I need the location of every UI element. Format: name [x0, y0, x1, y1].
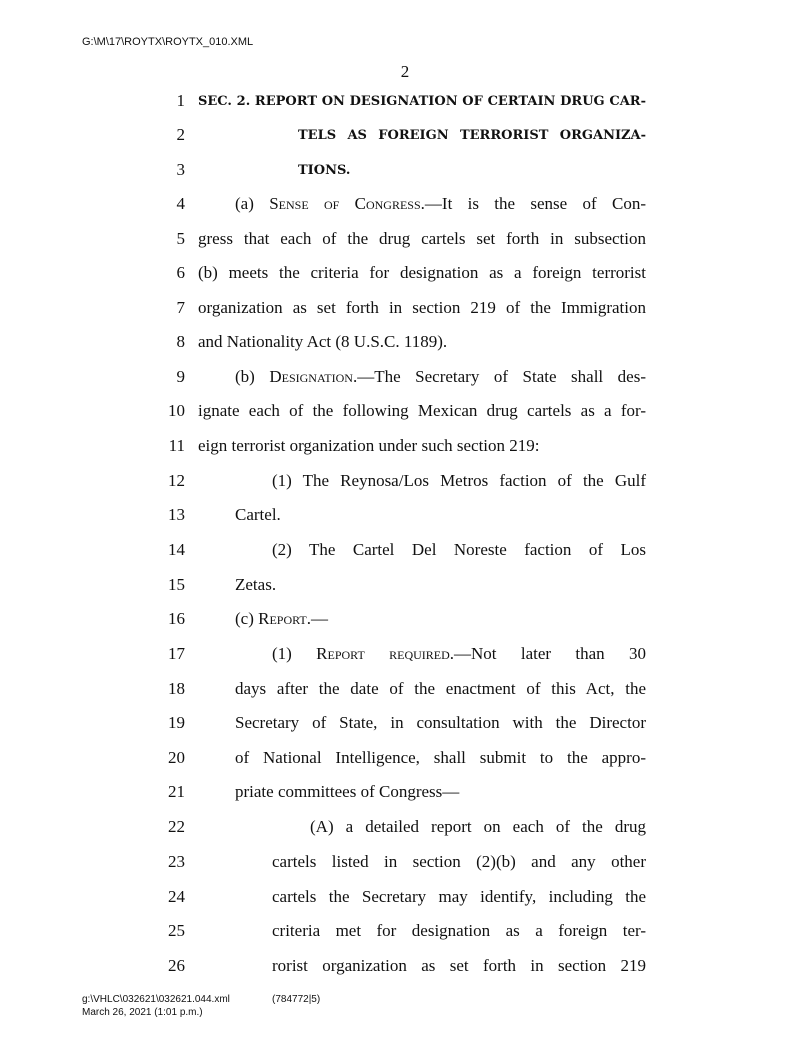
text-line — [0, 954, 810, 978]
line-number: 14 — [168, 540, 185, 559]
text-line — [0, 746, 810, 770]
text-line — [0, 123, 810, 147]
line-number: 10 — [168, 401, 185, 420]
text-line — [0, 919, 810, 943]
text-line — [0, 573, 810, 597]
page-number: 2 — [400, 62, 410, 81]
text-line — [0, 261, 810, 285]
line-text: (2) The Cartel Del Noreste faction of Los — [272, 540, 646, 559]
line-text: (c) Report.— — [235, 609, 328, 628]
line-number: 5 — [176, 229, 185, 248]
line-number: 6 — [176, 263, 185, 282]
line-text: ignate each of the following Mexican drug cartels as a for- — [198, 401, 646, 420]
line-text: (1) The Reynosa/Los Metros faction of the Gulf — [272, 471, 646, 490]
text-line — [0, 158, 810, 182]
line-number: 18 — [168, 679, 185, 698]
line-text: (b) Designation.—The Secretary of State shall des- — [235, 367, 646, 386]
line-number: 3 — [176, 160, 185, 179]
line-number: 12 — [168, 471, 185, 490]
line-number: 2 — [176, 125, 185, 144]
line-text: Secretary of State, in consultation with the Director — [235, 713, 646, 732]
line-number: 13 — [168, 505, 185, 524]
small-caps-heading: Report — [258, 609, 307, 628]
line-text: (a) Sense of Congress.—It is the sense of Con- — [235, 194, 646, 213]
line-text: SEC. 2. REPORT ON DESIGNATION OF CERTAIN DRUG CAR- — [198, 93, 646, 109]
text-line — [0, 711, 810, 735]
line-number: 26 — [168, 956, 185, 975]
line-text: eign terrorist organization under such section 219: — [198, 436, 540, 455]
line-number: 7 — [176, 298, 185, 317]
text-line — [0, 296, 810, 320]
line-text: gress that each of the drug cartels set forth in subsection — [198, 229, 646, 248]
line-number: 15 — [168, 575, 185, 594]
line-text: organization as set forth in section 219 of the Immigration — [198, 298, 646, 317]
line-number: 11 — [168, 436, 185, 455]
text-line — [0, 89, 810, 113]
footer-id: (784772|5) — [272, 994, 321, 1005]
line-text: (1) Report required.—Not later than 30 — [272, 644, 646, 663]
line-text: Zetas. — [235, 575, 277, 594]
line-text: (A) a detailed report on each of the drug — [310, 817, 646, 836]
line-text: priate committees of Congress— — [235, 782, 460, 801]
line-text: criteria met for designation as a foreign ter- — [272, 921, 646, 940]
footer-path: g:\VHLC\032621\032621.044.xml — [82, 994, 230, 1005]
small-caps-heading: Designation — [269, 367, 353, 386]
text-line — [0, 399, 810, 423]
line-text: cartels the Secretary may identify, including the — [272, 887, 646, 906]
line-text: days after the date of the enactment of this Act, the — [235, 679, 646, 698]
line-text: TIONS. — [298, 162, 351, 178]
small-caps-heading: Sense of Congress — [269, 194, 421, 213]
line-number: 16 — [168, 609, 185, 628]
text-line — [0, 780, 810, 804]
text-line — [0, 677, 810, 701]
line-number: 20 — [168, 748, 185, 767]
text-line — [0, 503, 810, 527]
line-text: TELS AS FOREIGN TERRORIST ORGANIZA- — [298, 127, 646, 143]
text-line — [0, 192, 810, 216]
file-path: G:\M\17\ROYTX\ROYTX_010.XML — [82, 36, 254, 48]
text-line — [0, 365, 810, 389]
line-number: 21 — [168, 782, 185, 801]
line-text: of National Intelligence, shall submit to the appro- — [235, 748, 646, 767]
line-text: rorist organization as set forth in section 219 — [272, 956, 646, 975]
text-line — [0, 850, 810, 874]
line-number: 17 — [168, 644, 185, 663]
line-number: 23 — [168, 852, 185, 871]
line-text: Cartel. — [235, 505, 281, 524]
text-line — [0, 885, 810, 909]
text-line — [0, 469, 810, 493]
line-number: 4 — [176, 194, 185, 213]
text-line — [0, 607, 810, 631]
text-line — [0, 642, 810, 666]
text-line — [0, 815, 810, 839]
footer-date: March 26, 2021 (1:01 p.m.) — [82, 1007, 203, 1018]
line-number: 19 — [168, 713, 185, 732]
line-number: 8 — [176, 332, 185, 351]
line-number: 25 — [168, 921, 185, 940]
line-text: cartels listed in section (2)(b) and any other — [272, 852, 646, 871]
line-number: 24 — [168, 887, 185, 906]
line-number: 9 — [176, 367, 185, 386]
line-text: and Nationality Act (8 U.S.C. 1189). — [198, 332, 448, 351]
line-number: 22 — [168, 817, 185, 836]
line-number: 1 — [176, 91, 185, 110]
small-caps-heading: Report required — [316, 644, 450, 663]
text-line — [0, 330, 810, 354]
line-text: (b) meets the criteria for designation as a foreign terrorist — [198, 263, 646, 282]
text-line — [0, 538, 810, 562]
text-line — [0, 227, 810, 251]
text-line — [0, 434, 810, 458]
